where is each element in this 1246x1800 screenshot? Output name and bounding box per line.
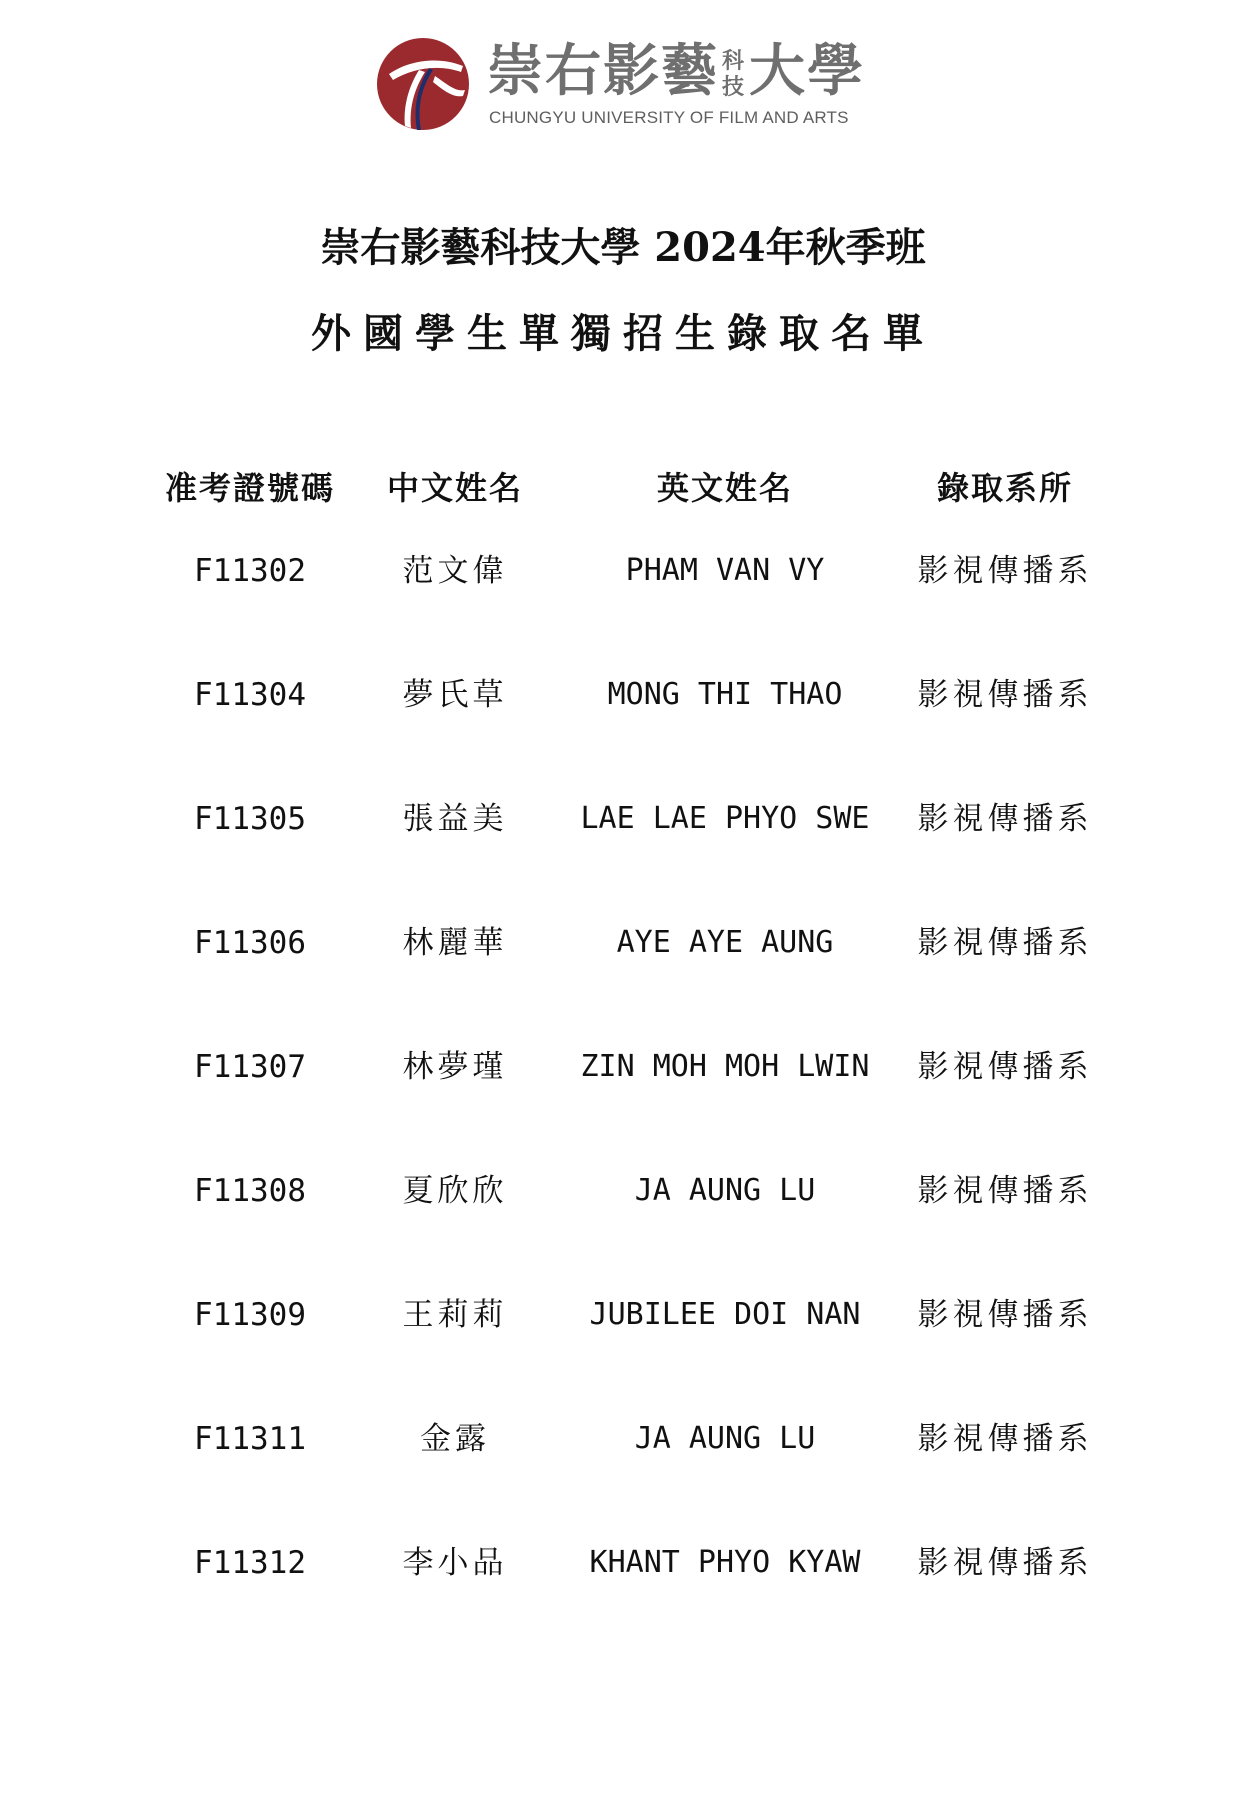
table-row xyxy=(0,541,1246,601)
logo-small-2: 技 xyxy=(721,74,746,100)
cell-english-name: LAE LAE PHYO SWE xyxy=(580,801,870,836)
table-row xyxy=(0,789,1246,849)
logo-english-name: CHUNGYU UNIVERSITY OF FILM AND ARTS xyxy=(489,108,849,127)
table-row xyxy=(0,1285,1246,1345)
cell-department: 影視傳播系 xyxy=(917,1421,1093,1457)
table-row xyxy=(0,1409,1246,1469)
cell-department: 影視傳播系 xyxy=(917,1049,1093,1085)
document-subtitle: 外國學生單獨招生錄取名單 xyxy=(311,310,935,357)
cell-exam-id: F11309 xyxy=(194,1297,306,1333)
cell-department: 影視傳播系 xyxy=(917,677,1093,713)
cell-department: 影視傳播系 xyxy=(917,1297,1093,1333)
cell-chinese-name: 夢氏草 xyxy=(402,677,508,713)
cell-english-name: MONG THI THAO xyxy=(607,677,843,712)
table-row xyxy=(0,665,1246,725)
logo-name-part2: 大學 xyxy=(749,39,865,104)
cell-exam-id: F11305 xyxy=(194,801,306,837)
cell-department: 影視傳播系 xyxy=(917,1173,1093,1209)
table-row xyxy=(0,1161,1246,1221)
cell-english-name: JA AUNG LU xyxy=(634,1173,816,1208)
cell-exam-id: F11302 xyxy=(194,553,306,589)
document-title: 崇右影藝科技大學 2024年秋季班 xyxy=(320,224,926,271)
cell-chinese-name: 夏欣欣 xyxy=(402,1173,508,1209)
university-logo xyxy=(375,36,875,136)
logo-name-part1: 崇右影藝 xyxy=(487,39,719,104)
cell-chinese-name: 林夢瑾 xyxy=(402,1049,508,1085)
cell-english-name: JUBILEE DOI NAN xyxy=(589,1297,861,1332)
table-row xyxy=(0,1037,1246,1097)
header-english-name: 英文姓名 xyxy=(656,469,793,507)
logo-emblem-icon xyxy=(375,36,471,132)
cell-english-name: PHAM VAN VY xyxy=(625,553,825,588)
cell-english-name: ZIN MOH MOH LWIN xyxy=(580,1049,870,1084)
cell-exam-id: F11308 xyxy=(194,1173,306,1209)
cell-department: 影視傳播系 xyxy=(917,925,1093,961)
logo-small-1: 科 xyxy=(721,48,746,74)
header-chinese-name: 中文姓名 xyxy=(386,469,523,507)
cell-english-name: JA AUNG LU xyxy=(634,1421,816,1456)
cell-chinese-name: 李小品 xyxy=(402,1545,508,1581)
cell-department: 影視傳播系 xyxy=(917,553,1093,589)
cell-exam-id: F11307 xyxy=(194,1049,306,1085)
header-exam-id: 准考證號碼 xyxy=(164,469,335,507)
cell-exam-id: F11312 xyxy=(194,1545,306,1581)
cell-english-name: KHANT PHYO KYAW xyxy=(589,1545,861,1580)
cell-english-name: AYE AYE AUNG xyxy=(616,925,834,960)
cell-exam-id: F11304 xyxy=(194,677,306,713)
header-department: 錄取系所 xyxy=(936,469,1073,507)
cell-chinese-name: 范文偉 xyxy=(402,553,508,589)
cell-exam-id: F11306 xyxy=(194,925,306,961)
cell-department: 影視傳播系 xyxy=(917,1545,1093,1581)
table-row xyxy=(0,1533,1246,1593)
logo-chinese-name xyxy=(487,40,865,104)
table-row xyxy=(0,913,1246,973)
logo-name-small xyxy=(721,49,747,101)
cell-chinese-name: 林麗華 xyxy=(402,925,508,961)
cell-chinese-name: 張益美 xyxy=(402,801,508,837)
cell-chinese-name: 金露 xyxy=(420,1421,490,1457)
cell-department: 影視傳播系 xyxy=(917,801,1093,837)
cell-exam-id: F11311 xyxy=(194,1421,306,1457)
cell-chinese-name: 王莉莉 xyxy=(402,1297,508,1333)
